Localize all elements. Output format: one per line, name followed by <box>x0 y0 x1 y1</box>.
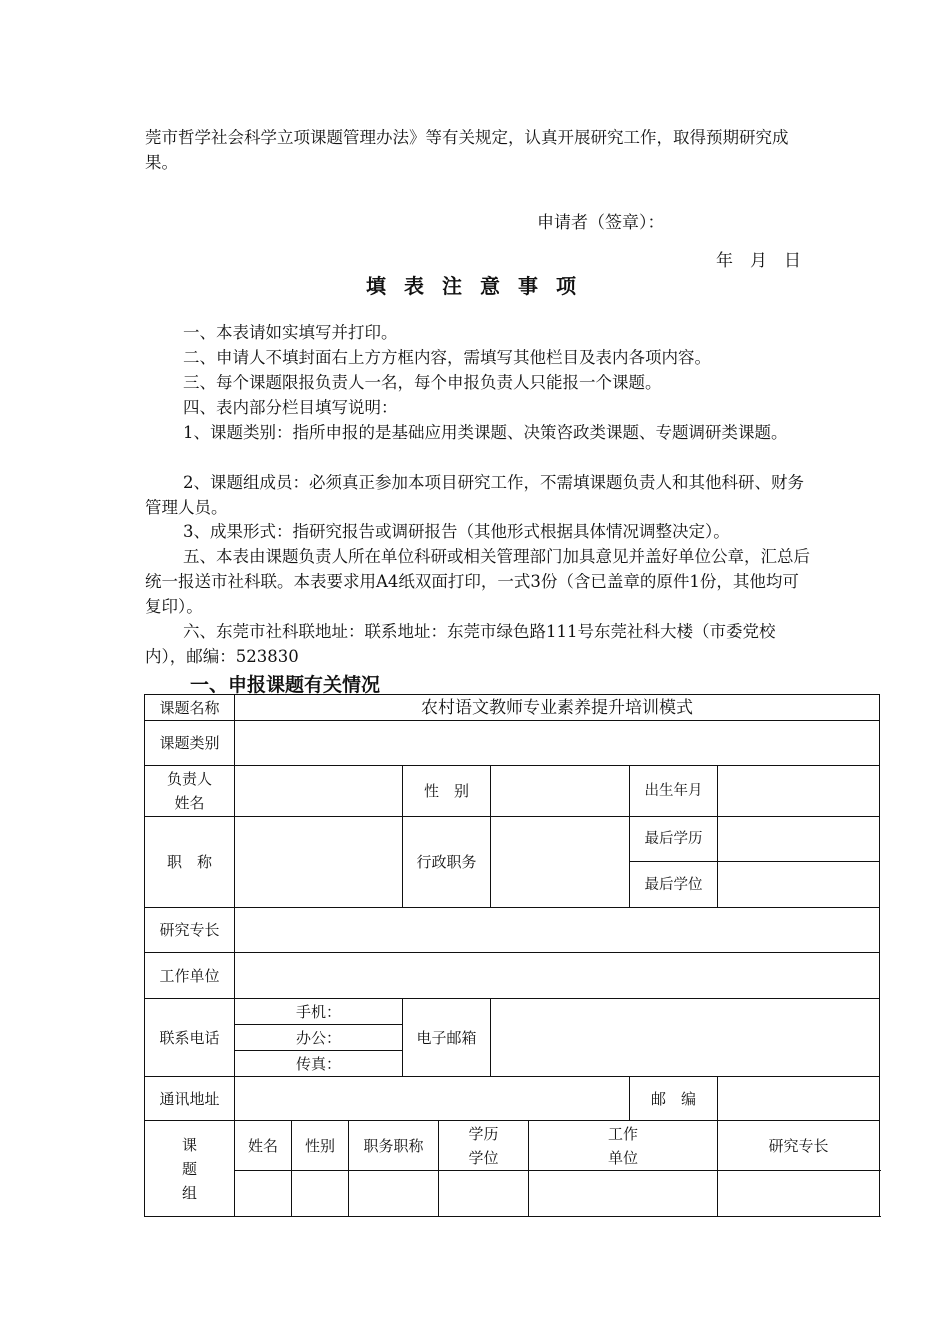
note-item-8: 五、本表由课题负责人所在单位科研或相关管理部门加具意见并盖好单位公章，汇总后统一报送市社科联。本表要求用A4纸双面打印，一式3份（含已盖章的原件1份，其他均可复印）。 <box>145 547 810 616</box>
note-item-1: 一、本表请如实填写并打印。 <box>183 323 398 342</box>
group-member-education-field[interactable] <box>439 1171 529 1217</box>
leader-name-label <box>145 766 235 817</box>
postcode-field[interactable] <box>718 1077 880 1121</box>
group-member-name-field[interactable] <box>235 1171 292 1217</box>
specialty-field[interactable] <box>235 908 880 953</box>
group-col-name: 姓名 <box>235 1121 292 1171</box>
admin-position-label: 行政职务 <box>403 817 491 908</box>
group-member-gender-field[interactable] <box>292 1171 349 1217</box>
birth-field[interactable] <box>718 766 880 817</box>
col-edu-line2: 学位 <box>468 1148 499 1167</box>
leader-label-line1: 负责人 <box>166 770 212 788</box>
phone-subfields <box>235 999 403 1077</box>
employer-label: 工作单位 <box>145 953 235 999</box>
application-form-table <box>144 694 880 1217</box>
degree-field[interactable] <box>718 862 880 908</box>
title-field[interactable] <box>235 817 403 908</box>
employer-field[interactable] <box>235 953 880 999</box>
group-col-gender: 性别 <box>292 1121 349 1171</box>
topic-name-label: 课题名称 <box>145 695 235 721</box>
education-label: 最后学历 <box>630 817 718 862</box>
applicant-signature-label: 申请者（签章）： <box>537 213 665 233</box>
note-item-6: 2、课题组成员：必须真正参加本项目研究工作，不需填课题负责人和其他科研、财务管理人员。 <box>145 473 804 517</box>
col-edu-line1: 学历 <box>468 1124 499 1143</box>
fax-field[interactable]: 传真： <box>295 1054 341 1073</box>
group-label-char2: 题 <box>181 1159 197 1178</box>
gender-field[interactable] <box>491 766 630 817</box>
degree-label: 最后学位 <box>630 862 718 908</box>
group-member-position-field[interactable] <box>349 1171 439 1217</box>
note-item-5: 1、课题类别：指所申报的是基础应用类课题、决策咨政类课题、专题调研类课题。 <box>183 423 788 442</box>
col-work-line2: 单位 <box>607 1148 638 1167</box>
date-label: 年 月 日 <box>716 251 801 271</box>
admin-position-field[interactable] <box>491 817 630 908</box>
gender-label: 性 别 <box>403 766 491 817</box>
topic-type-field[interactable] <box>235 721 880 766</box>
group-col-specialty: 研究专长 <box>718 1121 880 1171</box>
group-label-char1: 课 <box>181 1135 197 1154</box>
email-field[interactable] <box>491 999 880 1077</box>
education-field[interactable] <box>718 817 880 862</box>
note-item-2: 二、申请人不填封面右上方方框内容，需填写其他栏目及表内各项内容。 <box>183 348 711 367</box>
postcode-label: 邮 编 <box>630 1077 718 1121</box>
col-work-line1: 工作 <box>607 1124 638 1143</box>
phone-label: 联系电话 <box>145 999 235 1077</box>
note-item-7: 3、成果形式：指研究报告或调研报告（其他形式根据具体情况调整决定）。 <box>183 522 730 541</box>
group-member-employer-field[interactable] <box>529 1171 718 1217</box>
topic-type-label: 课题类别 <box>145 721 235 766</box>
email-label: 电子邮箱 <box>403 999 491 1077</box>
birth-label: 出生年月 <box>630 766 718 817</box>
group-label-char3: 组 <box>181 1183 197 1202</box>
topic-name-value[interactable]: 农村语文教师专业素养提升培训模式 <box>235 695 880 721</box>
section-title: 一、申报课题有关情况 <box>190 674 381 696</box>
note-item-9: 六、东莞市社科联地址：联系地址：东莞市绿色路111号东莞社科大楼（市委党校内），邮编：523830 <box>145 622 776 666</box>
mobile-field[interactable]: 手机： <box>235 999 402 1025</box>
address-label: 通讯地址 <box>145 1077 235 1121</box>
group-col-education <box>439 1121 529 1171</box>
group-col-position: 职务职称 <box>349 1121 439 1171</box>
title-label: 职 称 <box>145 817 235 908</box>
leader-name-field[interactable] <box>235 766 403 817</box>
notes-title: 填表注意事项 <box>366 274 594 298</box>
research-group-label <box>145 1121 235 1217</box>
office-phone-field[interactable]: 办公： <box>235 1025 402 1051</box>
specialty-label: 研究专长 <box>145 908 235 953</box>
note-item-3: 三、每个课题限报负责人一名，每个申报负责人只能报一个课题。 <box>183 373 662 392</box>
address-field[interactable] <box>235 1077 630 1121</box>
leader-label-line2: 姓名 <box>174 794 205 812</box>
group-col-employer <box>529 1121 718 1171</box>
note-item-4: 四、表内部分栏目填写说明： <box>183 398 398 417</box>
group-member-specialty-field[interactable] <box>718 1171 880 1217</box>
intro-paragraph: 莞市哲学社会科学立项课题管理办法》等有关规定，认真开展研究工作，取得预期研究成果。 <box>145 128 789 172</box>
